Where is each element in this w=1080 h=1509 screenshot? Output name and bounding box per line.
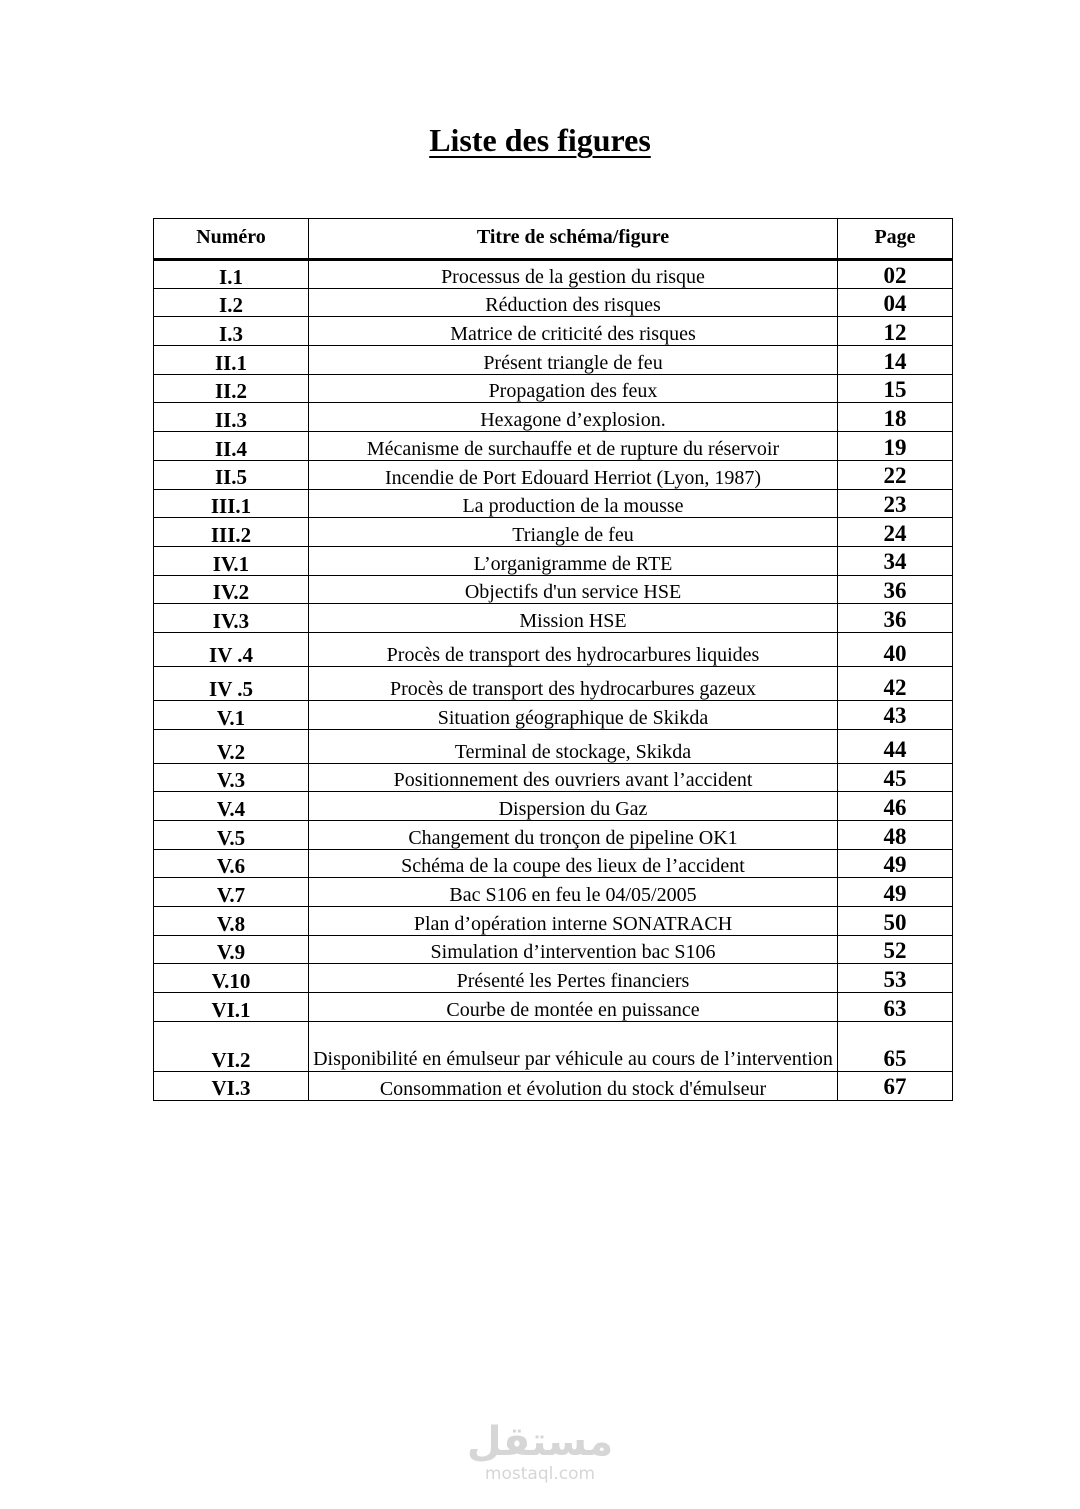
figure-number: IV.3	[154, 604, 309, 633]
figure-title: Hexagone d’explosion.	[309, 403, 838, 432]
figure-number: IV .5	[154, 666, 309, 700]
figure-page: 46	[838, 792, 953, 821]
figure-number: V.8	[154, 907, 309, 936]
figure-title: Plan d’opération interne SONATRACH	[309, 907, 838, 936]
figure-title: Triangle de feu	[309, 518, 838, 547]
figure-number: V.3	[154, 763, 309, 792]
header-title: Titre de schéma/figure	[309, 219, 838, 260]
table-row	[154, 260, 953, 289]
figure-title: Dispersion du Gaz	[309, 792, 838, 821]
table-row	[154, 1071, 953, 1100]
figure-number: V.4	[154, 792, 309, 821]
figure-page: 48	[838, 821, 953, 850]
figure-page: 65	[838, 1021, 953, 1071]
figure-number: V.5	[154, 821, 309, 850]
figure-title: Réduction des risques	[309, 288, 838, 317]
figure-title: Mécanisme de surchauffe et de rupture du réservoir	[309, 432, 838, 461]
figure-title: Courbe de montée en puissance	[309, 993, 838, 1022]
table-header-row	[154, 219, 953, 260]
table-body	[154, 260, 953, 1101]
figure-page: 49	[838, 878, 953, 907]
figure-number: IV.1	[154, 546, 309, 575]
table-row	[154, 849, 953, 878]
figure-title: Objectifs d'un service HSE	[309, 575, 838, 604]
figure-number: III.2	[154, 518, 309, 547]
table-row	[154, 878, 953, 907]
figure-page: 63	[838, 993, 953, 1022]
mostaql-logo: مستقل	[466, 1419, 614, 1465]
figure-page: 23	[838, 489, 953, 518]
figure-number: II.4	[154, 432, 309, 461]
figure-number: VI.3	[154, 1071, 309, 1100]
figure-number: V.6	[154, 849, 309, 878]
table-row	[154, 907, 953, 936]
table-row	[154, 317, 953, 346]
figure-title: Propagation des feux	[309, 374, 838, 403]
table-row	[154, 604, 953, 633]
table-row	[154, 792, 953, 821]
figure-page: 50	[838, 907, 953, 936]
table-row	[154, 993, 953, 1022]
figures-table	[153, 218, 953, 1101]
figure-number: I.2	[154, 288, 309, 317]
figure-page: 53	[838, 964, 953, 993]
figure-number: VI.1	[154, 993, 309, 1022]
figure-page: 42	[838, 666, 953, 700]
figure-title: Schéma de la coupe des lieux de l’accident	[309, 849, 838, 878]
figure-title: Procès de transport des hydrocarbures gazeux	[309, 666, 838, 700]
figure-page: 36	[838, 604, 953, 633]
figure-page: 22	[838, 460, 953, 489]
table-row	[154, 403, 953, 432]
watermark-site: mostaql.com	[484, 1464, 596, 1484]
figure-number: V.9	[154, 935, 309, 964]
table-row	[154, 964, 953, 993]
table-row	[154, 1021, 953, 1071]
table-row	[154, 763, 953, 792]
figure-page: 49	[838, 849, 953, 878]
figure-title: Disponibilité en émulseur par véhicule au cours de l’intervention	[309, 1021, 838, 1071]
figure-page: 15	[838, 374, 953, 403]
table-row	[154, 729, 953, 763]
figure-title: Bac S106 en feu le 04/05/2005	[309, 878, 838, 907]
figure-number: I.3	[154, 317, 309, 346]
figure-title: Présenté les Pertes financiers	[309, 964, 838, 993]
page-title: Liste des figures	[429, 122, 651, 158]
table-row	[154, 666, 953, 700]
figure-title: Procès de transport des hydrocarbures liquides	[309, 632, 838, 666]
figure-page: 12	[838, 317, 953, 346]
figure-page: 02	[838, 260, 953, 289]
figure-page: 44	[838, 729, 953, 763]
figure-title: Processus de la gestion du risque	[309, 260, 838, 289]
table-row	[154, 432, 953, 461]
figure-number: II.3	[154, 403, 309, 432]
figure-title: Présent triangle de feu	[309, 346, 838, 375]
table-row	[154, 374, 953, 403]
table-row	[154, 821, 953, 850]
figure-number: IV .4	[154, 632, 309, 666]
figure-page: 43	[838, 700, 953, 729]
figure-title: Situation géographique de Skikda	[309, 700, 838, 729]
figure-number: II.5	[154, 460, 309, 489]
table-row	[154, 546, 953, 575]
figure-title: Consommation et évolution du stock d'émulseur	[309, 1071, 838, 1100]
figure-page: 45	[838, 763, 953, 792]
figure-number: V.2	[154, 729, 309, 763]
figure-page: 14	[838, 346, 953, 375]
figure-title: Changement du tronçon de pipeline OK1	[309, 821, 838, 850]
figure-page: 67	[838, 1071, 953, 1100]
figure-number: V.7	[154, 878, 309, 907]
figure-number: I.1	[154, 260, 309, 289]
figure-page: 18	[838, 403, 953, 432]
table-row	[154, 288, 953, 317]
figure-title: Matrice de criticité des risques	[309, 317, 838, 346]
figure-number: V.10	[154, 964, 309, 993]
table-row	[154, 518, 953, 547]
figure-title: Terminal de stockage, Skikda	[309, 729, 838, 763]
table-row	[154, 632, 953, 666]
table-row	[154, 346, 953, 375]
figure-title: Mission HSE	[309, 604, 838, 633]
figure-number: III.1	[154, 489, 309, 518]
figure-number: IV.2	[154, 575, 309, 604]
table-row	[154, 935, 953, 964]
figure-page: 52	[838, 935, 953, 964]
figure-number: II.1	[154, 346, 309, 375]
table-row	[154, 460, 953, 489]
figure-page: 40	[838, 632, 953, 666]
table-row	[154, 575, 953, 604]
figure-title: Simulation d’intervention bac S106	[309, 935, 838, 964]
figure-title: Incendie de Port Edouard Herriot (Lyon, 1987)	[309, 460, 838, 489]
table-row	[154, 489, 953, 518]
figure-page: 24	[838, 518, 953, 547]
header-number: Numéro	[154, 219, 309, 260]
figure-number: V.1	[154, 700, 309, 729]
figure-page: 36	[838, 575, 953, 604]
figure-title: Positionnement des ouvriers avant l’accident	[309, 763, 838, 792]
figure-page: 04	[838, 288, 953, 317]
table-row	[154, 700, 953, 729]
figure-page: 19	[838, 432, 953, 461]
figure-number: II.2	[154, 374, 309, 403]
watermark	[0, 1419, 1080, 1484]
figure-page: 34	[838, 546, 953, 575]
figure-title: La production de la mousse	[309, 489, 838, 518]
figure-title: L’organigramme de RTE	[309, 546, 838, 575]
figure-number: VI.2	[154, 1021, 309, 1071]
header-page: Page	[838, 219, 953, 260]
